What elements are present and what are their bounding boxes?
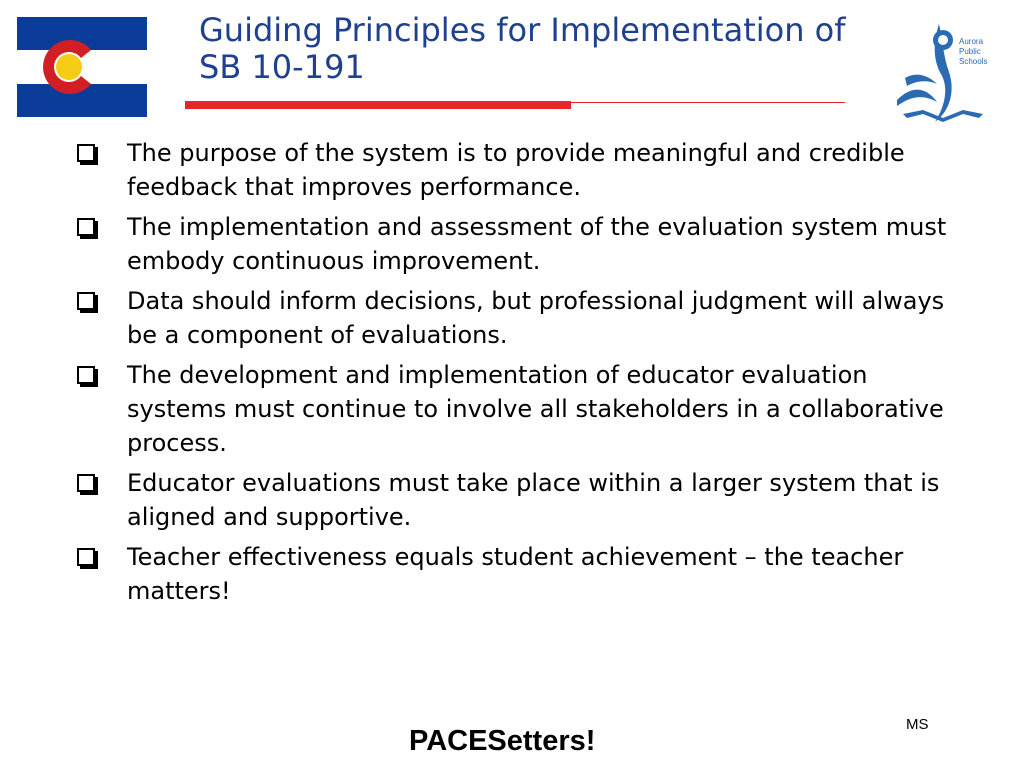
square-checkbox-icon	[77, 366, 95, 384]
square-checkbox-icon	[77, 144, 95, 162]
list-item	[74, 540, 954, 608]
square-checkbox-icon	[77, 474, 95, 492]
principles-list	[74, 136, 954, 614]
logo-text-line1: Aurora	[959, 37, 984, 46]
logo-text-line2: Public	[959, 47, 981, 56]
bullet-text: The purpose of the system is to provide meaningful and credible feedback that improves performance.	[127, 139, 905, 201]
logo-text-line3: Schools	[959, 57, 988, 66]
bullet-text: The implementation and assessment of the evaluation system must embody continuous improvement.	[127, 213, 947, 275]
bullet-text: Data should inform decisions, but professional judgment will always be a component of evaluations.	[127, 287, 945, 349]
list-item	[74, 358, 954, 460]
colorado-flag-icon	[17, 17, 147, 117]
list-item	[74, 210, 954, 278]
square-checkbox-icon	[77, 548, 95, 566]
author-initials: MS	[906, 716, 929, 733]
square-checkbox-icon	[77, 292, 95, 310]
aurora-public-schools-logo	[893, 14, 993, 130]
title-underline-thin	[571, 102, 845, 103]
list-item	[74, 466, 954, 534]
list-item	[74, 136, 954, 204]
bullet-text: Educator evaluations must take place within a larger system that is aligned and supportive.	[127, 469, 940, 531]
list-item	[74, 284, 954, 352]
bullet-text: Teacher effectiveness equals student achievement – the teacher matters!	[127, 543, 904, 605]
footer-title: PACESetters!	[409, 725, 596, 757]
bullet-text: The development and implementation of educator evaluation systems must continue to involve all stakeholders in a collaborative process.	[127, 361, 944, 457]
title-underline-thick	[185, 101, 571, 109]
square-checkbox-icon	[77, 218, 95, 236]
page-title: Guiding Principles for Implementation of SB 10-191	[199, 11, 846, 86]
